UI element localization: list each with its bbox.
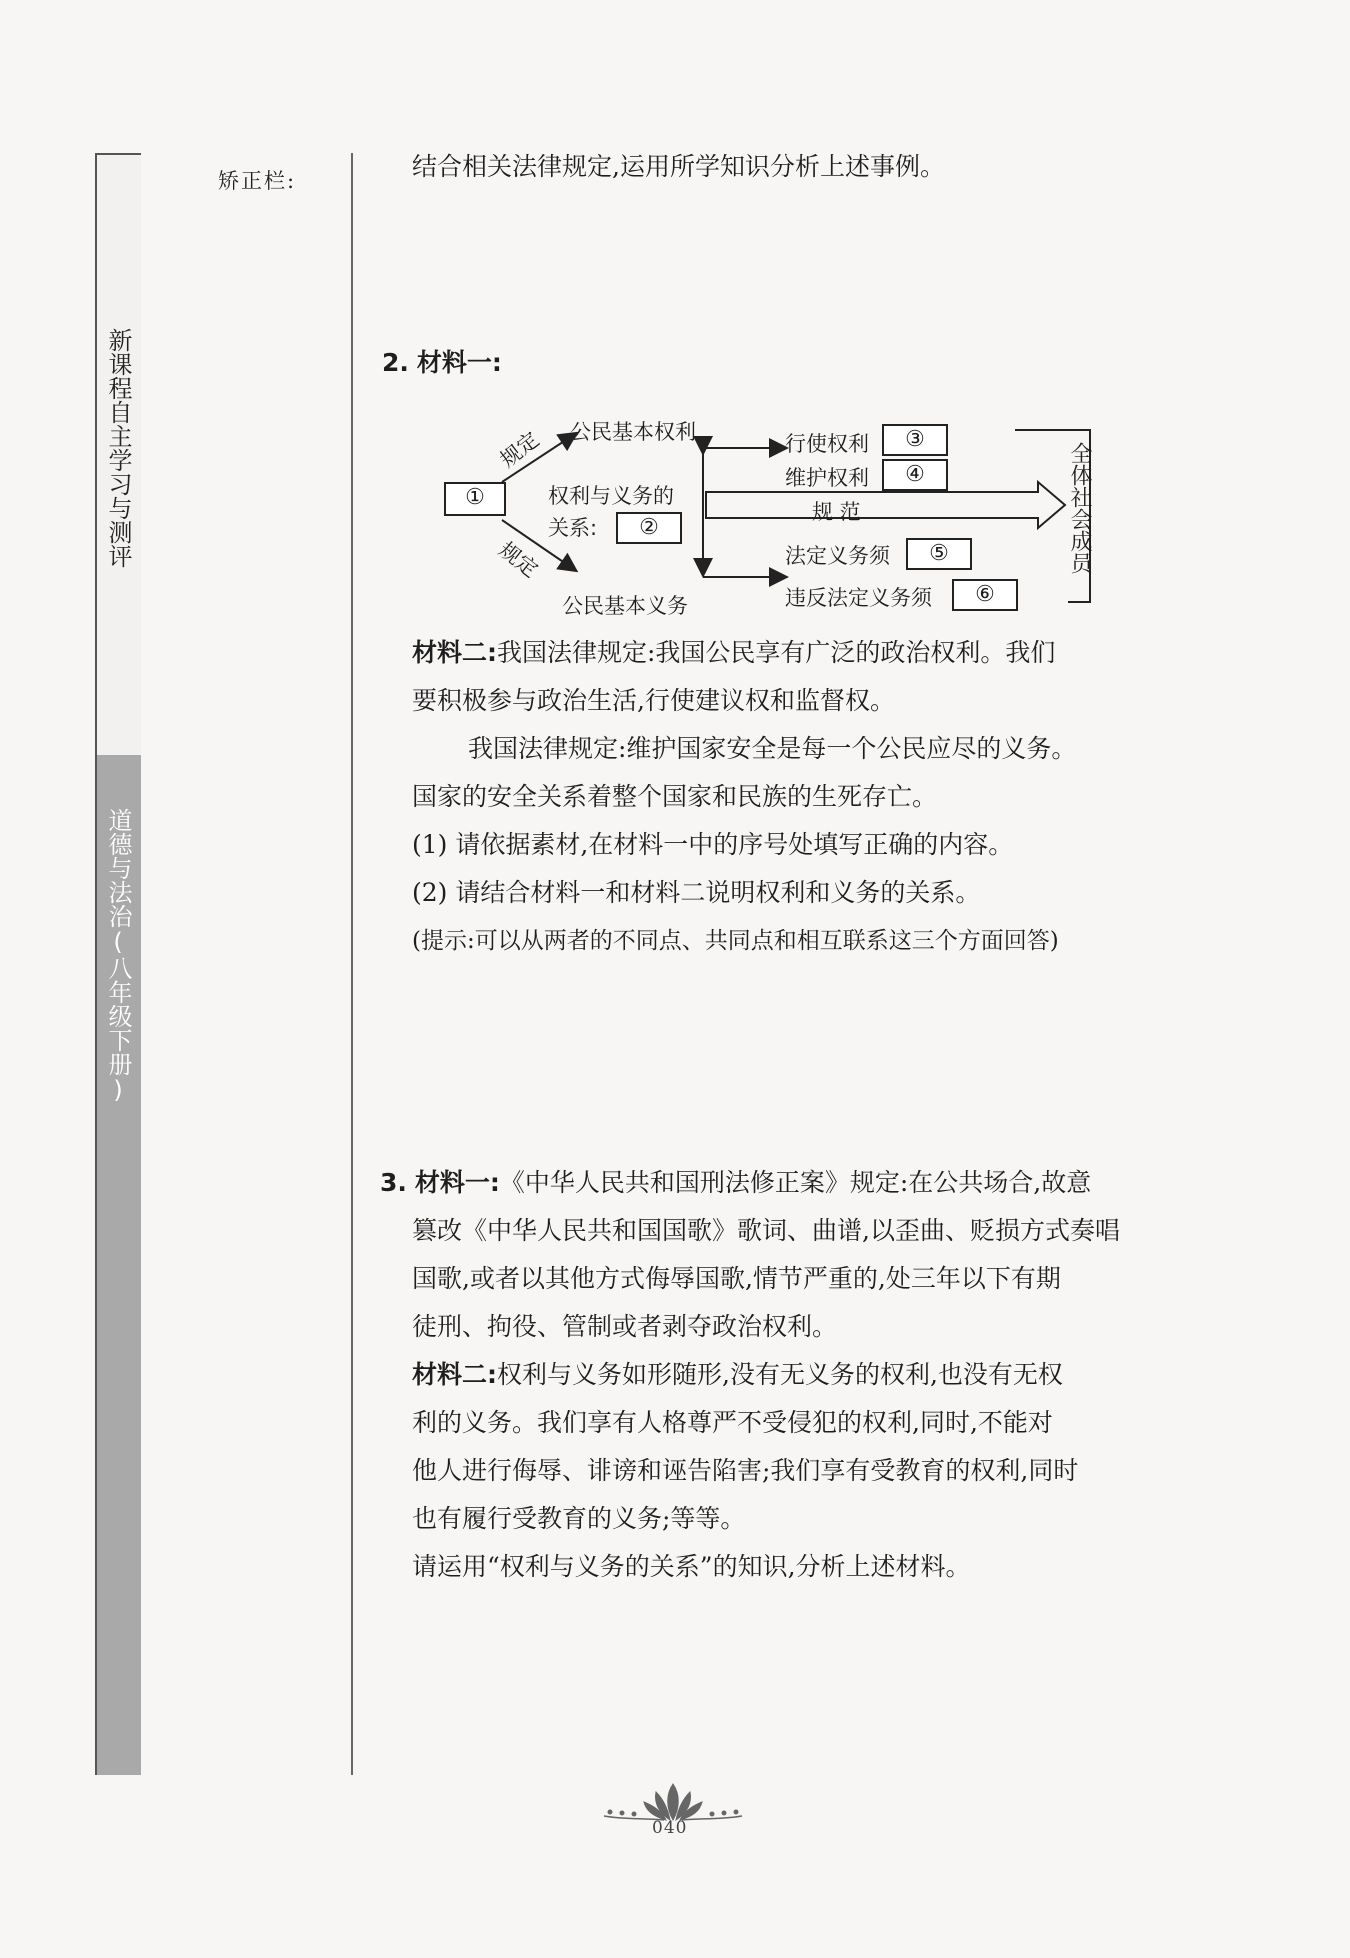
q2-material2-line2: 要积极参与政治生活,行使建议权和监督权。: [412, 686, 895, 715]
q3-material2-line1: 材料二:权利与义务如形随形,没有无义务的权利,也没有无权: [412, 1360, 1063, 1389]
q3-material2-line4: 也有履行受教育的义务;等等。: [412, 1504, 746, 1533]
diagram-box-2: ②: [616, 512, 682, 544]
q2-material2-label: 材料二:: [412, 638, 497, 667]
correction-column-divider: [351, 153, 353, 1775]
q2-material2-line4: 国家的安全关系着整个国家和民族的生死存亡。: [412, 782, 938, 811]
q2-material1-label: 材料一:: [416, 348, 502, 377]
q3-number: 3.: [380, 1168, 407, 1197]
q2-number: 2.: [382, 348, 409, 377]
q3-material1-line1: 3. 材料一:《中华人民共和国刑法修正案》规定:在公共场合,故意: [380, 1168, 1092, 1197]
q2-heading: [382, 346, 502, 380]
q3-material1-label: 材料一:: [414, 1168, 500, 1197]
label-all-members: 全体社会成员: [1067, 442, 1092, 574]
relation-label-line2: 关系:: [548, 516, 598, 540]
q2-sub-question-2: (2) 请结合材料一和材料二说明权利和义务的关系。: [412, 878, 981, 907]
diagram-box-1: ①: [444, 482, 506, 516]
q1-instruction: 结合相关法律规定,运用所学知识分析上述事例。: [412, 152, 945, 181]
q3-material2-label: 材料二:: [412, 1360, 497, 1389]
label-statutory-duty: 法定义务须: [785, 544, 890, 568]
correction-column-label: 矫正栏:: [218, 169, 297, 193]
q3-material2-line2: 利的义务。我们享有人格尊严不受侵犯的权利,同时,不能对: [412, 1408, 1053, 1437]
label-regulate: 规 范: [812, 500, 861, 524]
q2-sub-question-1: (1) 请依据素材,在材料一中的序号处填写正确的内容。: [412, 830, 1014, 859]
series-title: 新课程自主学习与测评: [104, 328, 132, 568]
label-stipulate-bottom: 规定: [494, 537, 543, 583]
q3-question: 请运用“权利与义务的关系”的知识,分析上述材料。: [412, 1552, 971, 1581]
relation-label-line1: 权利与义务的: [548, 484, 674, 508]
node-citizen-duties: 公民基本义务: [562, 594, 688, 618]
diagram-box-4: ④: [882, 459, 948, 491]
q2-material2-line3: 我国法律规定:维护国家安全是每一个公民应尽的义务。: [468, 734, 1077, 763]
q3-material1-line2: 篡改《中华人民共和国国歌》歌词、曲谱,以歪曲、贬损方式奏唱: [412, 1216, 1120, 1245]
q2-material2-line1: 材料二:我国法律规定:我国公民享有广泛的政治权利。我们: [412, 638, 1056, 667]
rights-duties-diagram: [440, 412, 1100, 617]
node-citizen-rights: 公民基本权利: [570, 420, 696, 444]
q3-material2-line3: 他人进行侮辱、诽谤和诬告陷害;我们享有受教育的权利,同时: [412, 1456, 1079, 1485]
diagram-box-5: ⑤: [906, 538, 972, 570]
q2-hint: (提示:可以从两者的不同点、共同点和相互联系这三个方面回答): [412, 928, 1059, 954]
subject-title: 道德与法治(八年级下册): [104, 808, 132, 1104]
diagram-box-6: ⑥: [952, 579, 1018, 611]
diagram-box-3: ③: [882, 424, 948, 456]
label-exercise-rights: 行使权利: [785, 432, 869, 456]
q3-material1-line4: 徒刑、拘役、管制或者剥夺政治权利。: [412, 1312, 838, 1341]
label-stipulate-top: 规定: [495, 427, 544, 473]
label-protect-rights: 维护权利: [785, 466, 869, 490]
label-violate-duty: 违反法定义务须: [785, 586, 932, 610]
page-number: 040: [652, 1818, 688, 1838]
q3-material1-line3: 国歌,或者以其他方式侮辱国歌,情节严重的,处三年以下有期: [412, 1264, 1061, 1293]
